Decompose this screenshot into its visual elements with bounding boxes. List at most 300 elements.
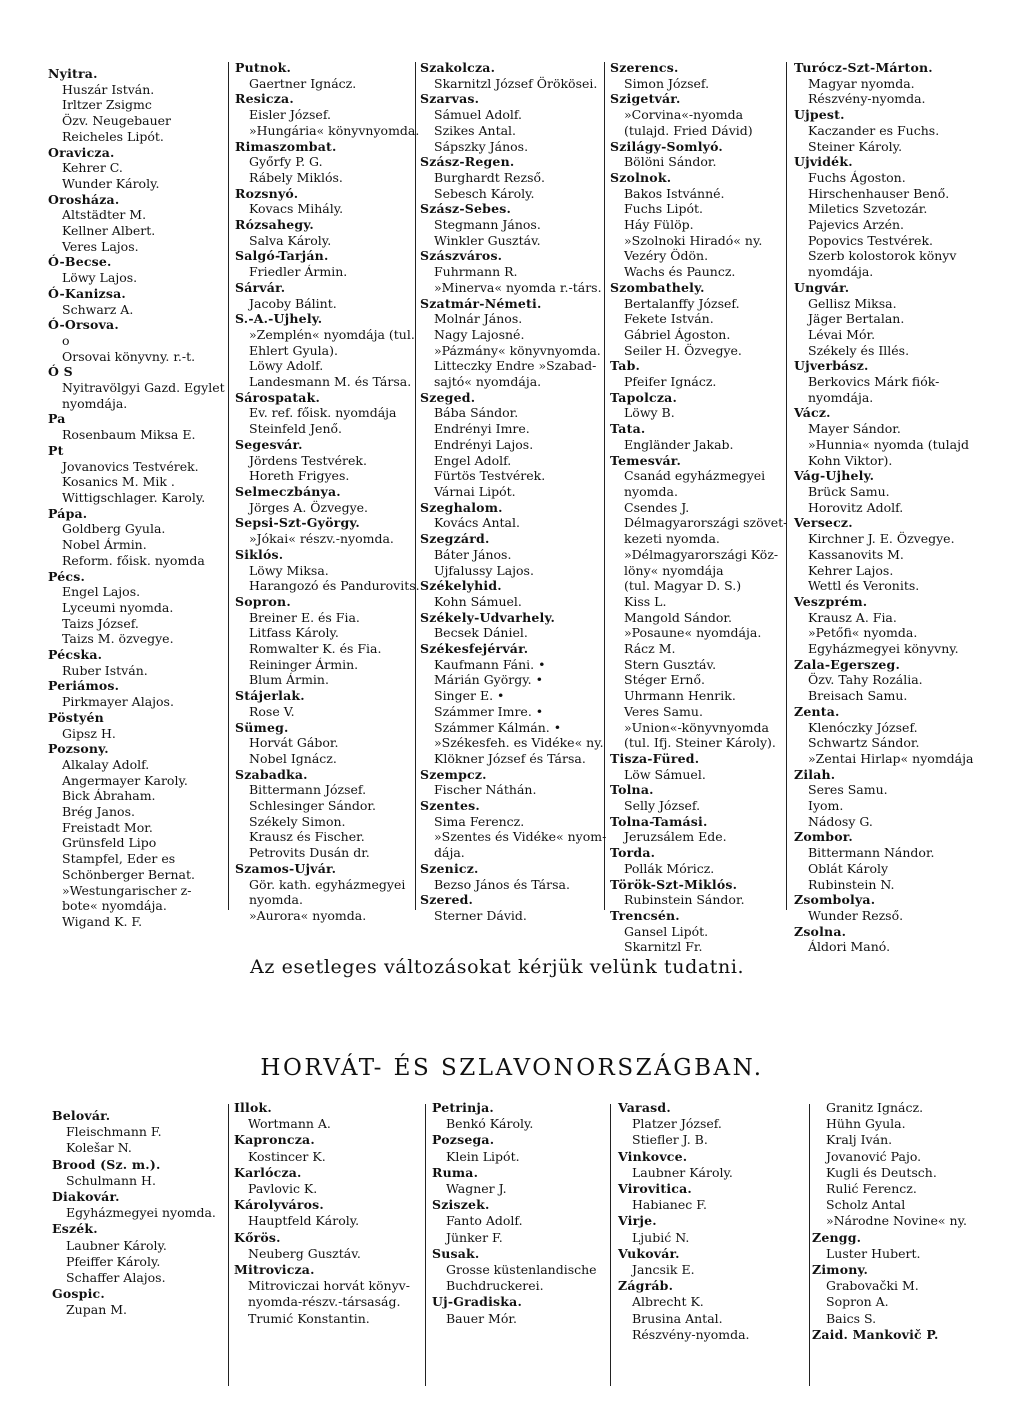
- town-heading: Tolna-Tamási.: [610, 813, 708, 829]
- printer-entry: Wettl és Veronits.: [808, 578, 920, 594]
- directory-column-5: [794, 60, 1022, 955]
- printer-entry: Schönberger Bernat.: [62, 866, 195, 882]
- printer-entry: Kehrer C.: [62, 160, 123, 176]
- printer-entry: Mitroviczai horvát könyv-: [248, 1278, 410, 1294]
- printer-entry: Nobel Ignácz.: [249, 750, 337, 766]
- printer-entry: »Székesfeh. es Vidéke« ny.: [434, 735, 604, 751]
- town-heading: Susak.: [432, 1245, 480, 1261]
- town-heading: Nyitra.: [48, 66, 98, 81]
- town-heading: Zengg.: [812, 1229, 862, 1245]
- town-heading: Zimony.: [812, 1262, 869, 1278]
- printer-entry: Sámuel Adolf.: [434, 107, 522, 123]
- printer-entry: Eisler József.: [249, 107, 331, 123]
- printer-entry: Csendes J.: [624, 499, 690, 515]
- printer-entry: Szerb kolostorok könyv: [808, 248, 957, 264]
- town-heading: Belovár.: [52, 1108, 111, 1123]
- printer-entry: Nagy Lajosné.: [434, 326, 525, 342]
- printer-entry: Rubinstein N.: [808, 876, 895, 892]
- printer-entry: Breiner E. és Fia.: [249, 609, 360, 625]
- town-heading: Károlyváros.: [234, 1197, 324, 1213]
- printer-entry: Skarnitzl Fr.: [624, 939, 703, 955]
- printer-entry: Litteczky Endre »Szabad-: [434, 358, 597, 374]
- town-heading: Zenta.: [794, 703, 840, 719]
- town-heading: Putnok.: [235, 60, 292, 75]
- printer-entry: Egyházmegyei könyvny.: [808, 641, 959, 657]
- printer-entry: Kellner Albert.: [62, 223, 156, 239]
- printer-entry: Csanád egyházmegyei: [624, 468, 766, 484]
- printer-entry: Sterner Dávid.: [434, 907, 527, 923]
- directory-column-3: [420, 60, 607, 924]
- printer-entry: Klein Lipót.: [446, 1148, 520, 1164]
- town-heading: Szentes.: [420, 798, 480, 814]
- printer-entry: Angermayer Karoly.: [62, 772, 188, 788]
- column-rule: [610, 1104, 611, 1386]
- printer-entry: Lyceumi nyomda.: [62, 599, 174, 615]
- printer-entry: Trumić Konstantin.: [248, 1310, 370, 1326]
- printer-entry: nyomda.: [249, 892, 303, 908]
- printer-entry: Jancsik E.: [632, 1262, 695, 1278]
- town-heading: Szatmár-Németi.: [420, 295, 542, 311]
- printer-entry: Albrecht K.: [632, 1294, 704, 1310]
- printer-entry: Simon József.: [624, 75, 710, 91]
- printer-entry: Engel Adolf.: [434, 452, 512, 468]
- town-heading: Illok.: [234, 1100, 272, 1115]
- town-heading: Ujvidék.: [794, 154, 853, 170]
- printer-entry: Skarnitzl József Örökösei.: [434, 75, 598, 91]
- printer-entry: Kovacs Mihály.: [249, 201, 344, 217]
- town-heading: Zombor.: [794, 829, 853, 845]
- printer-entry: Bittermann Nándor.: [808, 845, 935, 861]
- town-heading: Székesfejérvár.: [420, 641, 529, 657]
- printer-entry: Jünker F.: [446, 1229, 503, 1245]
- printer-entry: Lévai Mór.: [808, 326, 876, 342]
- printer-entry: Bába Sándor.: [434, 405, 519, 421]
- printer-entry: Fuhrmann R.: [434, 264, 518, 280]
- printer-entry: Steinfeld Jenő.: [249, 421, 342, 437]
- town-heading: Trencsén.: [610, 907, 680, 923]
- town-heading: Temesvár.: [610, 452, 681, 468]
- town-heading: Szered.: [420, 892, 474, 908]
- printer-entry: Részvény-nyomda.: [632, 1326, 750, 1342]
- printer-entry: Stéger Ernő.: [624, 672, 705, 688]
- printer-entry: Bezso János és Társa.: [434, 876, 570, 892]
- town-heading: Szilágy-Somlyó.: [610, 138, 723, 154]
- town-heading: Rozsnyó.: [235, 185, 299, 201]
- printer-entry: »Hunnia« nyomda (tulajd: [808, 436, 969, 452]
- printer-entry: Gaertner Ignácz.: [249, 75, 357, 91]
- printer-entry: Engel Lajos.: [62, 584, 141, 600]
- printer-entry: Rácz M.: [624, 641, 676, 657]
- town-heading: Szombathely.: [610, 279, 705, 295]
- town-heading: Pöstyén: [48, 709, 104, 725]
- town-heading: Brood (Sz. m.).: [52, 1156, 161, 1172]
- printer-entry: Kosanics M. Mik .: [62, 474, 175, 490]
- town-heading: Szigetvár.: [610, 91, 681, 107]
- printer-entry: Magyar nyomda.: [808, 75, 915, 91]
- column-rule: [604, 62, 605, 910]
- town-heading: Zaid. Mankovič P.: [812, 1326, 939, 1342]
- printer-entry: »Szentes és Vidéke« nyom-: [434, 829, 607, 845]
- printer-entry: Friedler Ármin.: [249, 264, 348, 280]
- printer-entry: (tul. Ifj. Steiner Károly).: [624, 735, 776, 751]
- printer-entry: Részvény-nyomda.: [808, 91, 926, 107]
- printer-entry: Veres Lajos.: [62, 238, 139, 254]
- town-heading: Ujverbász.: [794, 358, 869, 374]
- town-heading: Szeged.: [420, 389, 476, 405]
- printer-entry: Gör. kath. egyházmegyei: [249, 876, 406, 892]
- printer-entry: Litfass Károly.: [249, 625, 339, 641]
- printer-entry: Győrfy P. G.: [249, 154, 323, 170]
- printer-entry: Orsovai könyvny. r.-t.: [62, 348, 196, 364]
- printer-entry: Gansel Lipót.: [624, 923, 709, 939]
- printer-entry: Brück Samu.: [808, 483, 890, 499]
- printer-entry: Steiner Károly.: [808, 138, 903, 154]
- printer-entry: Kirchner J. E. Özvegye.: [808, 531, 955, 547]
- printer-entry: »Westungarischer z-: [62, 882, 192, 898]
- printer-entry: Klökner József és Társa.: [434, 750, 586, 766]
- column-rule: [228, 62, 229, 910]
- printer-entry: Bertalanffy József.: [624, 295, 740, 311]
- town-heading: Pécs.: [48, 568, 86, 584]
- printer-entry: Ujfalussy Lajos.: [434, 562, 534, 578]
- printer-entry: bote« nyomdája.: [62, 898, 167, 914]
- town-heading: Szerencs.: [610, 60, 679, 75]
- printer-entry: Számmer Imre. •: [434, 703, 544, 719]
- printer-entry: Szikes Antal.: [434, 122, 517, 138]
- town-heading: Szempcz.: [420, 766, 487, 782]
- printer-entry: Schwartz Sándor.: [808, 735, 920, 751]
- croatia-column-2: [234, 1100, 424, 1327]
- town-heading: Vág-Ujhely.: [794, 468, 875, 484]
- croatia-column-4: [618, 1100, 808, 1343]
- printer-entry: Seiler H. Özvegye.: [624, 342, 742, 358]
- printer-entry: Székely és Illés.: [808, 342, 910, 358]
- printer-entry: Rubinstein Sándor.: [624, 892, 745, 908]
- town-heading: Pécska.: [48, 647, 103, 663]
- printer-entry: Hühn Gyula.: [826, 1116, 906, 1132]
- printer-entry: Rulić Ferencz.: [826, 1181, 917, 1197]
- directory-column-2: [235, 60, 420, 924]
- section-heading: HORVÁT- ÉS SZLAVONORSZÁGBAN.: [260, 1055, 764, 1081]
- town-heading: Pt: [48, 442, 64, 458]
- town-heading: Segesvár.: [235, 436, 303, 452]
- town-heading: Mitrovicza.: [234, 1262, 315, 1278]
- printer-entry: »Zentai Hirlap« nyomdája: [808, 750, 974, 766]
- printer-entry: Számmer Kálmán. •: [434, 719, 562, 735]
- printer-entry: Jäger Bertalan.: [808, 311, 905, 327]
- printer-entry: nyomda.: [624, 483, 678, 499]
- town-heading: Sümeg.: [235, 719, 289, 735]
- printer-entry: Fuchs Ágoston.: [808, 169, 906, 185]
- printer-entry: Burghardt Rezső.: [434, 169, 545, 185]
- printer-entry: Miletics Szvetozár.: [808, 201, 928, 217]
- town-heading: Pozsega.: [432, 1132, 495, 1148]
- notice-text: Az esetleges változásokat kérjük velünk tudatni.: [250, 956, 745, 978]
- printer-entry: Fanto Adolf.: [446, 1213, 523, 1229]
- printer-entry: Wigand K. F.: [62, 913, 143, 929]
- town-heading: Szeghalom.: [420, 499, 503, 515]
- column-rule: [415, 62, 416, 910]
- town-heading: Zsombolya.: [794, 892, 876, 908]
- printer-entry: Baics S.: [826, 1310, 877, 1326]
- printer-entry: Reform. főisk. nyomda: [62, 552, 205, 568]
- printer-entry: Gábriel Ágoston.: [624, 326, 731, 342]
- town-heading: Szolnok.: [610, 169, 672, 185]
- printer-entry: Nyitravölgyi Gazd. Egylet: [62, 380, 225, 396]
- printer-entry: Háy Fülöp.: [624, 217, 694, 233]
- town-heading: Virovitica.: [618, 1181, 692, 1197]
- printer-entry: Krausz A. Fia.: [808, 609, 897, 625]
- printer-entry: Márián György. •: [434, 672, 543, 688]
- town-heading: Kőrös.: [234, 1229, 281, 1245]
- printer-entry: Taizs M. özvegye.: [62, 631, 174, 647]
- printer-entry: »Národne Novine« ny.: [826, 1213, 967, 1229]
- printer-entry: Neuberg Gusztáv.: [248, 1245, 361, 1261]
- printer-entry: »Posaune« nyomdája.: [624, 625, 762, 641]
- printer-entry: Wunder Károly.: [62, 175, 160, 191]
- printer-entry: Stiefler J. B.: [632, 1132, 708, 1148]
- town-heading: Sopron.: [235, 593, 291, 609]
- town-heading: Tata.: [610, 421, 646, 437]
- printer-entry: Harangozó és Pandurovits.: [249, 578, 420, 594]
- printer-entry: Báter János.: [434, 546, 512, 562]
- printer-entry: Horvát Gábor.: [249, 735, 339, 751]
- printer-entry: Várnai Lipót.: [434, 483, 516, 499]
- printer-entry: Goldberg Gyula.: [62, 521, 166, 537]
- printer-entry: Stampfel, Eder es: [62, 851, 176, 867]
- town-heading: Pápa.: [48, 505, 88, 521]
- town-heading: Szakolcza.: [420, 60, 496, 75]
- printer-entry: Jacoby Bálint.: [249, 295, 337, 311]
- town-heading: Pa: [48, 411, 66, 427]
- directory-column-1: [48, 66, 226, 930]
- printer-entry: Löwy Lajos.: [62, 270, 138, 286]
- town-heading: Zágráb.: [618, 1278, 674, 1294]
- printer-entry: Engländer Jakab.: [624, 436, 734, 452]
- town-heading: Ujpest.: [794, 107, 845, 123]
- town-heading: Salgó-Tarján.: [235, 248, 329, 264]
- printer-entry: Breisach Samu.: [808, 688, 908, 704]
- town-heading: Ó-Orsova.: [48, 317, 119, 333]
- printer-entry: »Zemplén« nyomdája (tul.: [249, 326, 415, 342]
- town-heading: Székelyhid.: [420, 578, 502, 594]
- town-heading: Torda.: [610, 845, 656, 861]
- printer-entry: Altstädter M.: [62, 207, 147, 223]
- printer-entry: Horovitz Adolf.: [808, 499, 904, 515]
- printer-entry: kezeti nyomda.: [624, 531, 720, 547]
- printer-entry: Jovanović Pajo.: [826, 1148, 922, 1164]
- printer-entry: »Petőfi« nyomda.: [808, 625, 918, 641]
- printer-entry: »Szolnoki Hiradó« ny.: [624, 232, 763, 248]
- printer-entry: Özv. Tahy Rozália.: [808, 672, 923, 688]
- printer-entry: nyomdája.: [808, 264, 874, 280]
- printer-entry: »Union«-könyvnyomda: [624, 719, 769, 735]
- printer-entry: Platzer József.: [632, 1116, 722, 1132]
- printer-entry: Nobel Ármin.: [62, 537, 147, 553]
- printer-entry: Stegmann János.: [434, 217, 541, 233]
- printer-entry: Wunder Rezső.: [808, 907, 904, 923]
- town-heading: Szász-Sebes.: [420, 201, 512, 217]
- printer-entry: Scholz Antal: [826, 1197, 906, 1213]
- printer-entry: Délmagyarországi szövet-: [624, 515, 788, 531]
- town-heading: S.-A.-Ujhely.: [235, 311, 323, 327]
- town-heading: Szamos-Ujvár.: [235, 860, 337, 876]
- town-heading: Zsolna.: [794, 923, 847, 939]
- printer-entry: Pajevics Arzén.: [808, 217, 905, 233]
- printer-entry: Löwy Adolf.: [249, 358, 324, 374]
- printer-entry: Székely Simon.: [249, 813, 346, 829]
- printer-entry: Vezéry Ödön.: [624, 248, 709, 264]
- town-heading: Kaproncza.: [234, 1132, 315, 1148]
- town-heading: Tab.: [610, 358, 641, 374]
- printer-entry: Löw Sámuel.: [624, 766, 706, 782]
- printer-entry: Endrényi Lajos.: [434, 436, 534, 452]
- printer-entry: löny« nyomdája: [624, 562, 724, 578]
- printer-entry: Ev. ref. főisk. nyomdája: [249, 405, 397, 421]
- printer-entry: Molnár János.: [434, 311, 523, 327]
- town-heading: Veszprém.: [794, 593, 868, 609]
- printer-entry: Fekete István.: [624, 311, 714, 327]
- printer-entry: »Jókai« részv.-nyomda.: [249, 531, 394, 547]
- printer-entry: Bauer Mór.: [446, 1310, 517, 1326]
- town-heading: Szászváros.: [420, 248, 503, 264]
- printer-entry: Kassanovits M.: [808, 546, 904, 562]
- printer-entry: Alkalay Adolf.: [62, 756, 150, 772]
- printer-entry: Huszár István.: [62, 81, 155, 97]
- printer-entry: Wachs és Pauncz.: [624, 264, 736, 280]
- town-heading: Sárvár.: [235, 279, 286, 295]
- printer-entry: Selly József.: [624, 798, 701, 814]
- town-heading: Zilah.: [794, 766, 836, 782]
- printer-entry: Salva Károly.: [249, 232, 332, 248]
- printer-entry: Zupan M.: [66, 1302, 127, 1318]
- town-heading: Sárospatak.: [235, 389, 321, 405]
- column-rule: [425, 1104, 426, 1386]
- printer-entry: Klenóczky József.: [808, 719, 918, 735]
- printer-entry: Pavlovic K.: [248, 1181, 318, 1197]
- printer-entry: Wagner J.: [446, 1181, 507, 1197]
- column-rule: [786, 62, 787, 910]
- printer-entry: Nádosy G.: [808, 813, 873, 829]
- town-heading: Ó S: [48, 364, 73, 380]
- croatia-column-1: [52, 1108, 226, 1319]
- printer-entry: Blum Ármin.: [249, 672, 329, 688]
- printer-entry: »Délmagyarországi Köz-: [624, 546, 779, 562]
- town-heading: Török-Szt-Miklós.: [610, 876, 738, 892]
- town-heading: Tisza-Füred.: [610, 750, 700, 766]
- town-heading: Pozsony.: [48, 741, 109, 757]
- town-heading: Selmeczbánya.: [235, 483, 341, 499]
- town-heading: Orosháza.: [48, 191, 120, 207]
- printer-entry: Sima Ferencz.: [434, 813, 525, 829]
- printer-entry: Gipsz H.: [62, 725, 116, 741]
- printer-entry: Gellisz Miksa.: [808, 295, 897, 311]
- printer-entry: Kostincer K.: [248, 1148, 326, 1164]
- printer-entry: Romwalter K. és Fia.: [249, 641, 382, 657]
- printer-entry: Kehrer Lajos.: [808, 562, 894, 578]
- printer-entry: Fleischmann F.: [66, 1124, 162, 1140]
- town-heading: Vácz.: [794, 405, 831, 421]
- printer-entry: Schaffer Alajos.: [66, 1270, 166, 1286]
- printer-entry: Bölöni Sándor.: [624, 154, 717, 170]
- printer-entry: »Hungária« könyvnyomda.: [249, 122, 420, 138]
- printer-entry: Kralj Iván.: [826, 1132, 893, 1148]
- printer-entry: Löwy Miksa.: [249, 562, 329, 578]
- printer-entry: Taizs József.: [62, 615, 139, 631]
- printer-entry: Veres Samu.: [624, 703, 703, 719]
- printer-entry: o: [62, 332, 70, 348]
- printer-entry: Ljubić N.: [632, 1229, 690, 1245]
- printer-entry: Irltzer Zsigmc: [62, 97, 152, 113]
- printer-entry: Áldori Manó.: [808, 939, 891, 955]
- town-heading: Sziszek.: [432, 1197, 490, 1213]
- printer-entry: Hirschenhauser Benő.: [808, 185, 950, 201]
- town-heading: Szarvas.: [420, 91, 480, 107]
- printer-entry: Reicheles Lipót.: [62, 128, 164, 144]
- printer-entry: Pirkmayer Alajos.: [62, 694, 174, 710]
- printer-entry: Sápszky János.: [434, 138, 529, 154]
- printer-entry: Ruber István.: [62, 662, 148, 678]
- printer-entry: Reininger Ármin.: [249, 656, 359, 672]
- printer-entry: Winkler Gusztáv.: [434, 232, 541, 248]
- town-heading: Versecz.: [794, 515, 853, 531]
- town-heading: Szegzárd.: [420, 531, 490, 547]
- town-heading: Ó-Kanizsa.: [48, 285, 126, 301]
- printer-entry: Jördens Testvérek.: [249, 452, 367, 468]
- printer-entry: Endrényi Imre.: [434, 421, 530, 437]
- printer-entry: Grünsfeld Lipo: [62, 835, 157, 851]
- town-heading: Uj-Gradiska.: [432, 1294, 523, 1310]
- printer-entry: Berkovics Márk fiók-: [808, 374, 940, 390]
- printer-entry: Ehlert Gyula).: [249, 342, 338, 358]
- printer-entry: Pfeiffer Károly.: [66, 1253, 161, 1269]
- town-heading: Varasd.: [618, 1100, 671, 1115]
- printer-entry: Brusina Antal.: [632, 1310, 723, 1326]
- printer-entry: Schlesinger Sándor.: [249, 798, 376, 814]
- town-heading: Tapolcza.: [610, 389, 677, 405]
- printer-entry: Benkó Károly.: [446, 1116, 534, 1132]
- printer-entry: Wittigschlager. Karoly.: [62, 489, 206, 505]
- town-heading: Karlócza.: [234, 1164, 302, 1180]
- printer-entry: Schwarz A.: [62, 301, 134, 317]
- printer-entry: Bick Ábraham.: [62, 788, 156, 804]
- printer-entry: Uhrmann Henrik.: [624, 688, 736, 704]
- town-heading: Székely-Udvarhely.: [420, 609, 556, 625]
- printer-entry: Oblát Károly: [808, 860, 889, 876]
- printer-entry: Jeruzsálem Ede.: [624, 829, 727, 845]
- printer-entry: Pollák Móricz.: [624, 860, 715, 876]
- town-heading: Gospic.: [52, 1286, 105, 1302]
- printer-entry: »Pázmány« könyvnyomda.: [434, 342, 601, 358]
- printer-entry: (tul. Magyar D. S.): [624, 578, 742, 594]
- printer-entry: Jovanovics Testvérek.: [62, 458, 199, 474]
- printer-entry: Horeth Frigyes.: [249, 468, 350, 484]
- town-heading: Siklós.: [235, 546, 284, 562]
- town-heading: Ungvár.: [794, 279, 850, 295]
- printer-entry: Petrovits Dusán dr.: [249, 845, 370, 861]
- town-heading: Szász-Regen.: [420, 154, 515, 170]
- printer-entry: Freistadt Mor.: [62, 819, 153, 835]
- printer-entry: Habianec F.: [632, 1197, 707, 1213]
- printer-entry: Buchdruckerei.: [446, 1278, 544, 1294]
- printer-entry: Brég Janos.: [62, 804, 135, 820]
- column-rule: [228, 1104, 229, 1386]
- directory-column-4: [610, 60, 788, 955]
- town-heading: Rózsahegy.: [235, 217, 314, 233]
- printer-entry: Grosse küstenlandische: [446, 1262, 597, 1278]
- printer-entry: dája.: [434, 845, 465, 861]
- printer-entry: Kohn Sámuel.: [434, 593, 522, 609]
